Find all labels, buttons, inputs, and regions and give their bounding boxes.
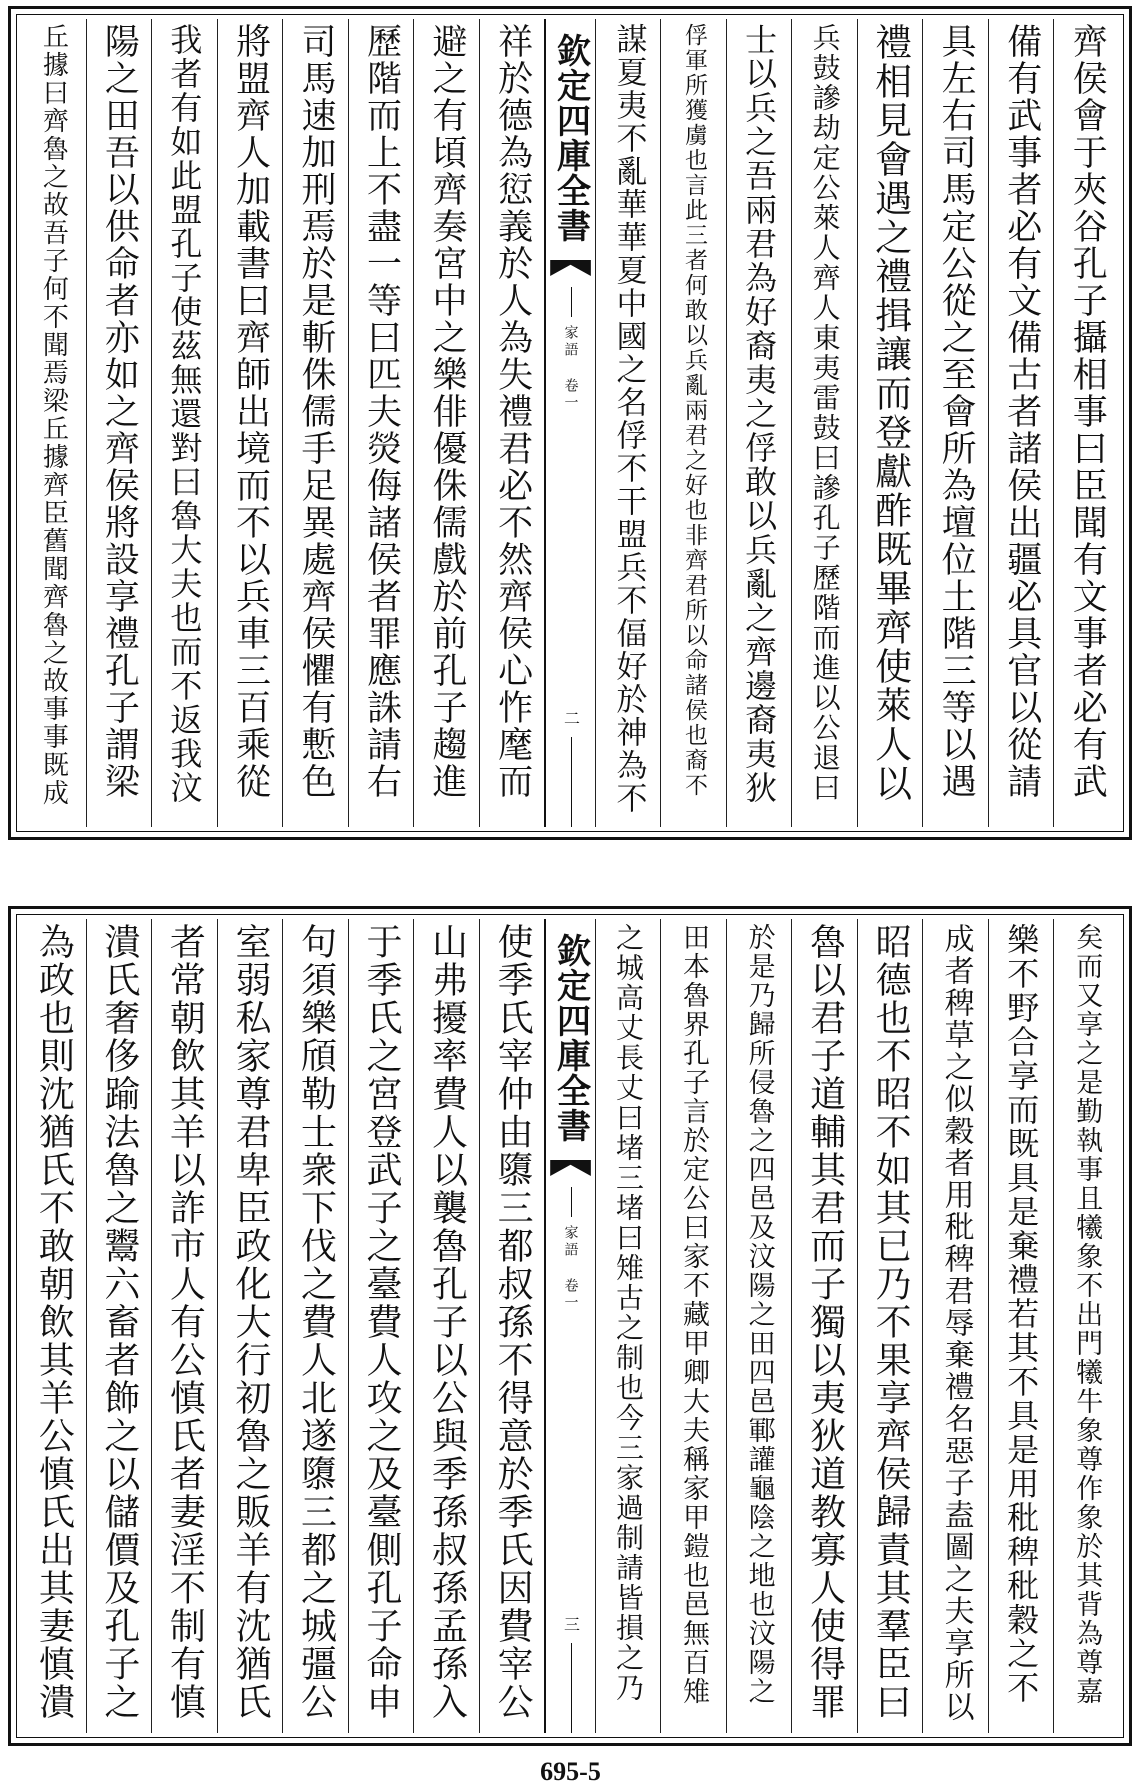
fold-divider	[571, 1643, 573, 1733]
column-text: 兵鼓謲劫定公萊人齊人東夷雷鼓曰謲孔子歷階而進以公退曰	[808, 23, 842, 803]
page-number: 695-5	[540, 1757, 601, 1786]
column-text: 者常朝飲其羊以詐市人有公慎氏者妻淫不制有慎	[164, 923, 206, 1721]
text-column	[988, 19, 1054, 827]
column-text: 之城高丈長丈曰堵三堵曰雉古之制也今三家過制請皆損之乃	[612, 923, 646, 1703]
text-column	[857, 919, 923, 1733]
folio-number: 三	[561, 1616, 581, 1633]
fold-column	[544, 919, 594, 1733]
text-column	[988, 919, 1054, 1733]
text-column	[922, 919, 988, 1733]
text-column	[857, 19, 923, 827]
text-column	[348, 19, 414, 827]
fold-divider	[571, 1187, 573, 1217]
text-column	[1053, 19, 1119, 827]
text-column	[479, 919, 545, 1733]
column-text: 謀夏夷不亂華華夏中國之名俘不干盟兵不偪好於神為不	[610, 23, 647, 815]
fold-divider	[571, 737, 573, 827]
column-text: 具左右司馬定公從之至會所為壇位土階三等以遇	[936, 23, 977, 800]
text-column	[413, 919, 479, 1733]
column-text: 句須樂頎勒士衆下伐之費人北遂隳三都之城彊公	[295, 923, 337, 1721]
text-column	[791, 919, 857, 1733]
volume-label: 家語 卷一	[562, 1225, 579, 1312]
text-column	[726, 919, 792, 1733]
column-text: 於是乃歸所侵魯之四邑及汶陽之田四邑鄆讙龜陰之地也汶陽之	[743, 923, 775, 1706]
text-column	[348, 919, 414, 1733]
column-text: 為政也則沈猶氏不敢朝飲其羊公慎氏出其妻慎潰	[33, 923, 75, 1721]
text-column	[922, 19, 988, 827]
column-text: 我者有如此盟孔子使茲無還對曰魯大夫也而不返我汶	[165, 23, 204, 805]
folio-number: 二	[561, 710, 581, 727]
column-text: 丘據曰齊魯之故吾子何不聞焉梁丘據齊臣舊聞齊魯之故事事既成	[38, 23, 69, 807]
text-column	[21, 919, 86, 1733]
column-text: 避之有頃齊奏宮中之樂俳優侏儒戲於前孔子趨進	[427, 23, 468, 800]
column-text: 備有武事者必有文備古者諸侯出疆必具官以從請	[1001, 23, 1042, 800]
text-column	[595, 19, 661, 827]
book-title: 欽定四庫全書	[550, 33, 591, 243]
column-text: 禮相見會遇之禮揖讓而登獻酢既畢齊使萊人以	[868, 23, 912, 803]
column-text: 陽之田吾以供命者亦如之齊侯將設享禮孔子謂梁	[99, 23, 140, 800]
bottom-page-panel	[8, 906, 1132, 1746]
column-text: 歷階而上不盡一等曰匹夫熒侮諸侯者罪應誅請右	[361, 23, 402, 800]
column-text: 昭德也不昭不如其已乃不果享齊侯歸責其羣臣曰	[870, 923, 912, 1721]
fold-divider	[571, 287, 573, 317]
fold-column	[544, 19, 594, 827]
column-text: 樂不野合享而既具是棄禮若其不具是用秕稗秕穀之不	[1002, 923, 1041, 1705]
text-column	[151, 19, 217, 827]
column-text: 山弗擾率費人以襲魯孔子以公與季孫叔孫孟孫入	[426, 923, 468, 1721]
column-text: 田本魯界孔子言於定公曰家不藏甲卿大夫稱家甲鎧也邑無百雉	[678, 923, 710, 1706]
text-column	[479, 19, 545, 827]
text-column	[791, 19, 857, 827]
column-text: 潰氏奢侈踰法魯之鬻六畜者飾之以儲價及孔子之	[98, 923, 140, 1721]
fish-tail-mark-icon	[550, 260, 591, 276]
text-column	[217, 19, 283, 827]
column-text: 使季氏宰仲由隳三都叔孫不得意於季氏因費宰公	[492, 923, 534, 1721]
text-column	[282, 919, 348, 1733]
bottom-text-columns	[21, 919, 1119, 1733]
text-column	[217, 919, 283, 1733]
text-column	[660, 919, 726, 1733]
column-text: 矣而又享之是勤執事且犧象不出門犧牛象尊作象於其背為尊嘉	[1071, 923, 1103, 1706]
text-column	[282, 19, 348, 827]
column-text: 俘軍所獲虜也言此三者何敢以兵亂兩君之好也非齊君所以命諸侯也裔不	[681, 23, 708, 798]
column-text: 魯以君子道輔其君而子獨以夷狄道教寡人使得罪	[804, 923, 846, 1721]
text-column	[595, 919, 661, 1733]
text-column	[413, 19, 479, 827]
text-column	[726, 19, 792, 827]
book-title: 欽定四庫全書	[550, 933, 591, 1143]
text-column	[86, 919, 152, 1733]
column-text: 成者稗草之似穀者用秕稗君辱棄禮名惡子盍圖之夫享所以	[938, 923, 974, 1723]
text-column	[1053, 919, 1119, 1733]
text-column	[21, 19, 86, 827]
text-column	[151, 919, 217, 1733]
top-page-panel	[8, 6, 1132, 840]
column-text: 祥於德為愆義於人為失禮君必不然齊侯心怍麾而	[492, 23, 533, 800]
column-text: 將盟齊人加載書曰齊師出境而不以兵車三百乘從	[230, 23, 271, 800]
fish-tail-mark-icon	[550, 1160, 591, 1176]
column-text: 士以兵之吾兩君為好裔夷之俘敢以兵亂之齊邊裔夷狄	[740, 23, 779, 805]
column-text: 于季氏之宮登武子之臺費人攻之及臺側孔子命申	[361, 923, 403, 1721]
text-column	[86, 19, 152, 827]
column-text: 齊侯會于夾谷孔子攝相事曰臣聞有文事者必有武	[1067, 23, 1108, 800]
text-column	[660, 19, 726, 827]
top-text-columns	[21, 19, 1119, 827]
column-text: 司馬速加刑焉於是斬侏儒手足異處齊侯懼有慙色	[295, 23, 336, 800]
column-text: 室弱私家尊君卑臣政化大行初魯之販羊有沈猶氏	[229, 923, 271, 1721]
volume-label: 家語 卷一	[562, 325, 579, 412]
